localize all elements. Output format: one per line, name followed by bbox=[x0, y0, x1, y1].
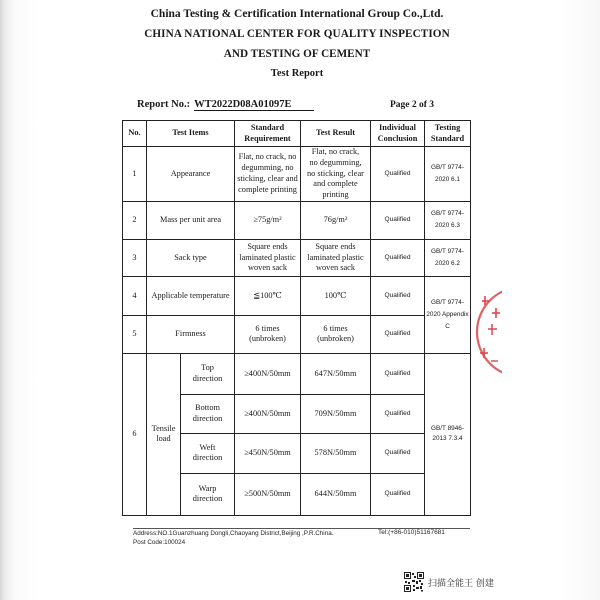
individual-conclusion: Qualified bbox=[371, 239, 425, 276]
col-header-standard-requirement: Standard Requirement bbox=[235, 121, 301, 147]
test-results-table bbox=[122, 120, 471, 516]
standard-requirement: ≥450N/50mm bbox=[235, 433, 301, 473]
individual-conclusion: Qualified bbox=[371, 147, 425, 202]
test-sub-item: Warp direction bbox=[181, 473, 235, 515]
col-header-test-items: Test Items bbox=[147, 121, 235, 147]
table-row bbox=[123, 147, 471, 202]
individual-conclusion: Qualified bbox=[371, 201, 425, 239]
table-row bbox=[123, 353, 471, 394]
col-header-individual-conclusion: Individual Conclusion bbox=[371, 121, 425, 147]
scanner-watermark-text: 扫描全能王 创建 bbox=[428, 579, 494, 589]
row-number: 5 bbox=[123, 315, 147, 353]
test-sub-item: Top direction bbox=[181, 353, 235, 394]
table-row bbox=[123, 276, 471, 315]
row-number: 6 bbox=[123, 353, 147, 515]
footer-address: Address:NO.1Guanzhuang Dongli,Chaoyang District,Beijing ,P.R.China. bbox=[133, 530, 334, 537]
test-result: 6 times (unbroken) bbox=[301, 315, 371, 353]
standard-requirement: ≥75g/m² bbox=[235, 201, 301, 239]
company-name: China Testing & Certification International Group Co.,Ltd. bbox=[150, 8, 444, 20]
test-item: Appearance bbox=[147, 147, 235, 202]
col-header-testing-standard: Testing Standard bbox=[425, 121, 471, 147]
test-item: Sack type bbox=[147, 239, 235, 276]
report-number bbox=[137, 99, 314, 111]
testing-standard: GB/T 9774-2020 6.1 bbox=[425, 147, 471, 202]
report-number-label: Report No.: bbox=[137, 99, 191, 110]
row-number: 4 bbox=[123, 276, 147, 315]
standard-requirement: 6 times (unbroken) bbox=[235, 315, 301, 353]
test-result: 709N/50mm bbox=[301, 394, 371, 433]
table-row bbox=[123, 239, 471, 276]
testing-standard: GB/T 8946-2013 7.3.4 bbox=[425, 353, 471, 515]
standard-requirement: ≥400N/50mm bbox=[235, 353, 301, 394]
individual-conclusion: Qualified bbox=[371, 473, 425, 515]
center-name-line1: CHINA NATIONAL CENTER FOR QUALITY INSPECTION bbox=[144, 28, 450, 40]
test-result: 647N/50mm bbox=[301, 353, 371, 394]
table-row bbox=[123, 201, 471, 239]
test-item: Firmness bbox=[147, 315, 235, 353]
test-result: 644N/50mm bbox=[301, 473, 371, 515]
testing-standard: GB/T 9774-2020 6.2 bbox=[425, 239, 471, 276]
individual-conclusion: Qualified bbox=[371, 394, 425, 433]
test-item: Applicable temperature bbox=[147, 276, 235, 315]
individual-conclusion: Qualified bbox=[371, 276, 425, 315]
footer-telephone: Tel:(+86-010)51167681 bbox=[378, 529, 445, 536]
standard-requirement: ≥500N/50mm bbox=[235, 473, 301, 515]
test-result: 76g/m² bbox=[301, 201, 371, 239]
test-result: 100℃ bbox=[301, 276, 371, 315]
individual-conclusion: Qualified bbox=[371, 315, 425, 353]
qr-code-icon bbox=[404, 572, 424, 592]
standard-requirement: Square ends laminated plastic woven sack bbox=[235, 239, 301, 276]
footer-post-code: Post Code:100024 bbox=[133, 539, 186, 546]
test-item: Tensile load bbox=[147, 353, 181, 515]
report-number-value: WT2022D08A01097E bbox=[194, 99, 313, 111]
individual-conclusion: Qualified bbox=[371, 353, 425, 394]
test-item: Mass per unit area bbox=[147, 201, 235, 239]
test-sub-item: Bottom direction bbox=[181, 394, 235, 433]
test-result: 578N/50mm bbox=[301, 433, 371, 473]
page-indicator: Page 2 of 3 bbox=[390, 100, 435, 110]
test-sub-item: Weft direction bbox=[181, 433, 235, 473]
row-number: 2 bbox=[123, 201, 147, 239]
seal-stamp bbox=[470, 282, 502, 382]
test-result: Flat, no crack, no degumming, no sticking, clear and complete printing bbox=[301, 147, 371, 202]
col-header-no: No. bbox=[123, 121, 147, 147]
table-row bbox=[123, 315, 471, 353]
standard-requirement: ≥400N/50mm bbox=[235, 394, 301, 433]
testing-standard: GB/T 9774-2020 6.3 bbox=[425, 201, 471, 239]
standard-requirement: ≦100℃ bbox=[235, 276, 301, 315]
testing-standard: GB/T 9774-2020 Appendix C bbox=[425, 276, 471, 353]
individual-conclusion: Qualified bbox=[371, 433, 425, 473]
standard-requirement: Flat, no crack, no degumming, no sticking, clear and complete printing bbox=[235, 147, 301, 202]
test-result: Square ends laminated plastic woven sack bbox=[301, 239, 371, 276]
row-number: 1 bbox=[123, 147, 147, 202]
document-title: Test Report bbox=[270, 68, 324, 79]
center-name-line2: AND TESTING OF CEMENT bbox=[223, 48, 371, 60]
row-number: 3 bbox=[123, 239, 147, 276]
col-header-test-result: Test Result bbox=[301, 121, 371, 147]
table-header-row bbox=[123, 121, 471, 147]
